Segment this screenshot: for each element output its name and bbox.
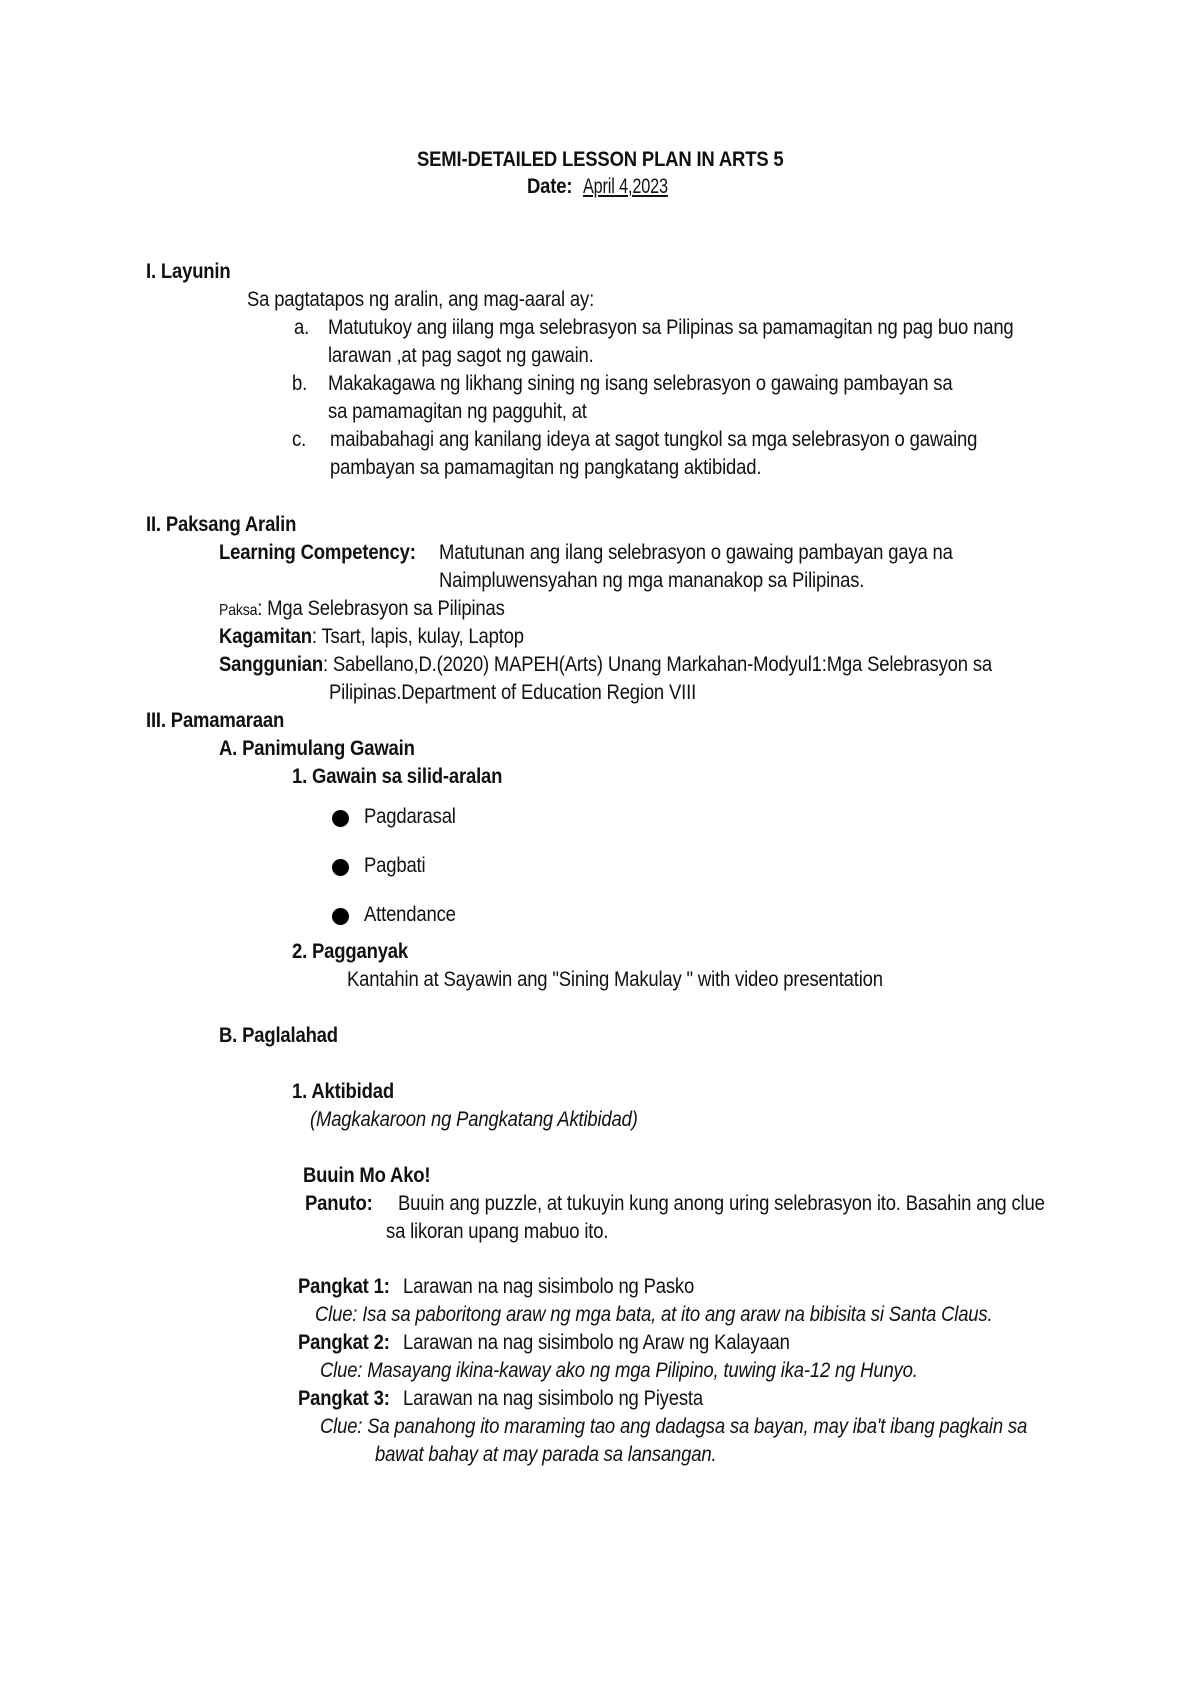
paksa-label: Paksa	[219, 602, 258, 619]
subheading-aktibidad: 1. Aktibidad	[292, 1080, 394, 1103]
competency-label: Learning Competency:	[219, 541, 416, 564]
panuto-label: Panuto:	[305, 1192, 373, 1215]
bullet-icon	[332, 859, 349, 876]
list-item-continuation: larawan ,at pag sagot ng gawain.	[328, 344, 594, 367]
group-text: Larawan na nag sisimbolo ng Araw ng Kalayaan	[403, 1331, 790, 1354]
group-label: Pangkat 1:	[298, 1275, 390, 1298]
section-heading-layunin: I. Layunin	[146, 260, 231, 283]
pagganyak-text: Kantahin at Sayawin ang "Sining Makulay " with video presentation	[347, 968, 883, 991]
sanggunian-label: Sanggunian	[219, 653, 323, 676]
group-clue: Clue: Isa sa paboritong araw ng mga bata, at ito ang araw na bibisita si Santa Claus.	[315, 1303, 993, 1326]
list-item-continuation: sa pamamagitan ng pagguhit, at	[328, 400, 587, 423]
group-text: Larawan na nag sisimbolo ng Pasko	[403, 1275, 695, 1298]
list-item: Matutukoy ang iilang mga selebrasyon sa Pilipinas sa pamamagitan ng pag buo nang	[328, 316, 1014, 339]
bullet-icon	[332, 810, 349, 827]
subheading-pagganyak: 2. Pagganyak	[292, 940, 409, 963]
subheading-panimulang-gawain: A. Panimulang Gawain	[219, 737, 415, 760]
date-value: April 4,2023	[582, 175, 668, 198]
kagamitan-value: : Tsart, lapis, kulay, Laptop	[311, 625, 524, 648]
group-label: Pangkat 2:	[298, 1331, 390, 1354]
group-clue-continuation: bawat bahay at may parada sa lansangan.	[375, 1443, 717, 1466]
lesson-date: Date: April 4,2023	[526, 175, 668, 198]
paksa-line	[219, 596, 505, 624]
section-heading-paksang-aralin: II. Paksang Aralin	[146, 513, 297, 536]
group-clue: Clue: Sa panahong ito maraming tao ang dadagsa sa bayan, may iba't ibang pagkain sa	[320, 1415, 1028, 1438]
sanggunian-value: : Sabellano,D.(2020) MAPEH(Arts) Unang Markahan-Modyul1:Mga Selebrasyon sa	[322, 653, 992, 676]
list-marker: b.	[292, 372, 308, 395]
bullet-item: Attendance	[364, 903, 456, 926]
competency-text-continuation: Naimpluwensyahan ng mga mananakop sa Pilipinas.	[439, 569, 865, 592]
section-heading-pamamaraan: III. Pamamaraan	[146, 709, 285, 732]
panuto-text: Buuin ang puzzle, at tukuyin kung anong uring selebrasyon ito. Basahin ang clue	[398, 1192, 1045, 1215]
list-marker: a.	[294, 316, 310, 339]
subheading-gawain-silid-aralan: 1. Gawain sa silid-aralan	[292, 765, 503, 788]
group-text: Larawan na nag sisimbolo ng Piyesta	[403, 1387, 703, 1410]
layunin-intro: Sa pagtatapos ng aralin, ang mag-aaral ay:	[247, 288, 595, 311]
competency-text: Matutunan ang ilang selebrasyon o gawaing pambayan gaya na	[439, 541, 953, 564]
list-item-continuation: pambayan sa pamamagitan ng pangkatang aktibidad.	[330, 456, 762, 479]
list-item: maibabahagi ang kanilang ideya at sagot tungkol sa mga selebrasyon o gawaing	[330, 428, 978, 451]
list-item: Makakagawa ng likhang sining ng isang selebrasyon o gawaing pambayan sa	[328, 372, 953, 395]
paksa-value: : Mga Selebrasyon sa Pilipinas	[257, 597, 505, 620]
group-clue: Clue: Masayang ikina-kaway ako ng mga Pilipino, tuwing ika-12 ng Hunyo.	[320, 1359, 918, 1382]
group-label: Pangkat 3:	[298, 1387, 390, 1410]
sanggunian-continuation: Pilipinas.Department of Education Region VIII	[329, 681, 697, 704]
bullet-icon	[332, 908, 349, 925]
panuto-text-continuation: sa likoran upang mabuo ito.	[386, 1220, 609, 1243]
bullet-item: Pagdarasal	[364, 805, 456, 828]
subheading-paglalahad: B. Paglalahad	[219, 1024, 338, 1047]
bullet-item: Pagbati	[364, 854, 426, 877]
sanggunian-line	[219, 652, 992, 678]
kagamitan-line	[219, 624, 524, 650]
document-title: SEMI-DETAILED LESSON PLAN IN ARTS 5	[416, 148, 784, 171]
activity-title: Buuin Mo Ako!	[303, 1164, 431, 1187]
list-marker: c.	[292, 428, 307, 451]
kagamitan-label: Kagamitan	[219, 625, 312, 648]
aktibidad-note: (Magkakaroon ng Pangkatang Aktibidad)	[310, 1108, 638, 1131]
